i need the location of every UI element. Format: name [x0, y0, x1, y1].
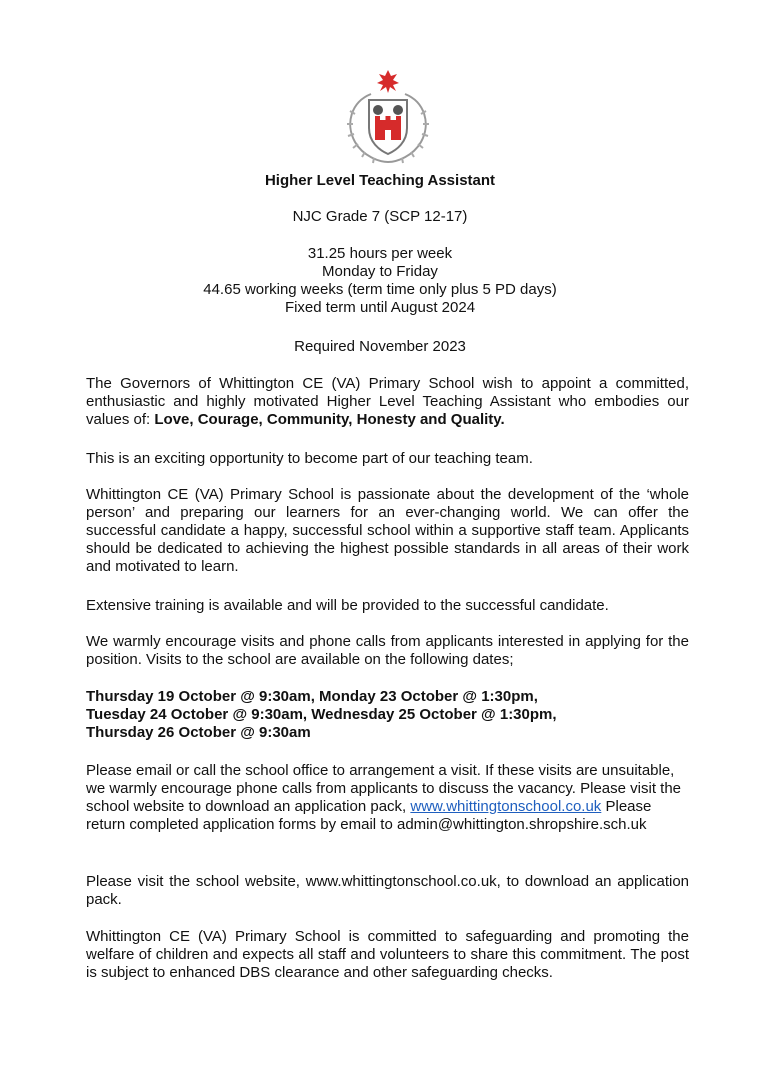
heading-block: [0, 172, 760, 190]
values-text: Love, Courage, Community, Honesty and Quality.: [154, 411, 505, 428]
training-paragraph: Extensive training is available and will be provided to the successful candidate.: [86, 597, 609, 614]
intro-paragraph: [86, 375, 689, 429]
school-crest-icon: [341, 66, 435, 166]
opportunity-paragraph: This is an exciting opportunity to become part of our teaching team.: [86, 450, 533, 467]
school-paragraph: Whittington CE (VA) Primary School is passionate about the development of the ‘whole person’ and preparing our learners for an ever-changing world. We can offer the successful candidate a happy, successful school within a supportive staff team. Applicants should be dedicated to achieving the highest possible standards in all areas of their work and motivated to learn.: [86, 486, 689, 575]
grade-block: [0, 208, 760, 226]
visit-dates-line: Thursday 19 October @ 9:30am, Monday 23 October @ 1:30pm,: [86, 688, 538, 705]
days-line: Monday to Friday: [322, 263, 438, 280]
hours-line: 31.25 hours per week: [307, 245, 453, 262]
page-title: Higher Level Teaching Assistant: [264, 172, 496, 189]
contact-text-a: Please email or call the school office to arrangement a visit. If these visits are unsuitable, we warmly encourage phone calls from applicants to discuss the vacancy. Please visit the school website to download an application pack,: [86, 762, 682, 815]
visit-dates-line: Thursday 26 October @ 9:30am: [86, 724, 311, 741]
term-line: Fixed term until August 2024: [284, 299, 476, 316]
visits-paragraph: We warmly encourage visits and phone calls from applicants interested in applying for the position. Visits to the school are available on the following dates;: [86, 633, 689, 668]
intro-text: The Governors of Whittington CE (VA) Primary School wish to appoint a committed, enthusiastic and highly motivated Higher Level Teaching Assistant who embodies our values of:: [86, 375, 689, 428]
website-paragraph: Please visit the school website, www.whittingtonschool.co.uk, to download an application pack.: [86, 873, 689, 908]
contact-paragraph: [86, 762, 689, 834]
weeks-line: 44.65 working weeks (term time only plus 5 PD days): [203, 281, 557, 298]
contact-text-b: Please return completed application forms by email to admin@whittington.shropshire.sch.uk: [86, 798, 652, 833]
safeguarding-paragraph: Whittington CE (VA) Primary School is committed to safeguarding and promoting the welfare of children and expects all staff and volunteers to share this commitment. The post is subject to enhanced DBS clearance and other safeguarding checks.: [86, 928, 689, 981]
visit-dates: [86, 688, 689, 742]
required-line: Required November 2023: [294, 338, 466, 355]
terms-block: [0, 245, 760, 317]
visit-dates-line: Tuesday 24 October @ 9:30am, Wednesday 25 October @ 1:30pm,: [86, 706, 557, 723]
website-link[interactable]: www.whittingtonschool.co.uk: [410, 798, 602, 815]
grade-line: NJC Grade 7 (SCP 12-17): [292, 208, 468, 225]
required-block: [0, 338, 760, 356]
